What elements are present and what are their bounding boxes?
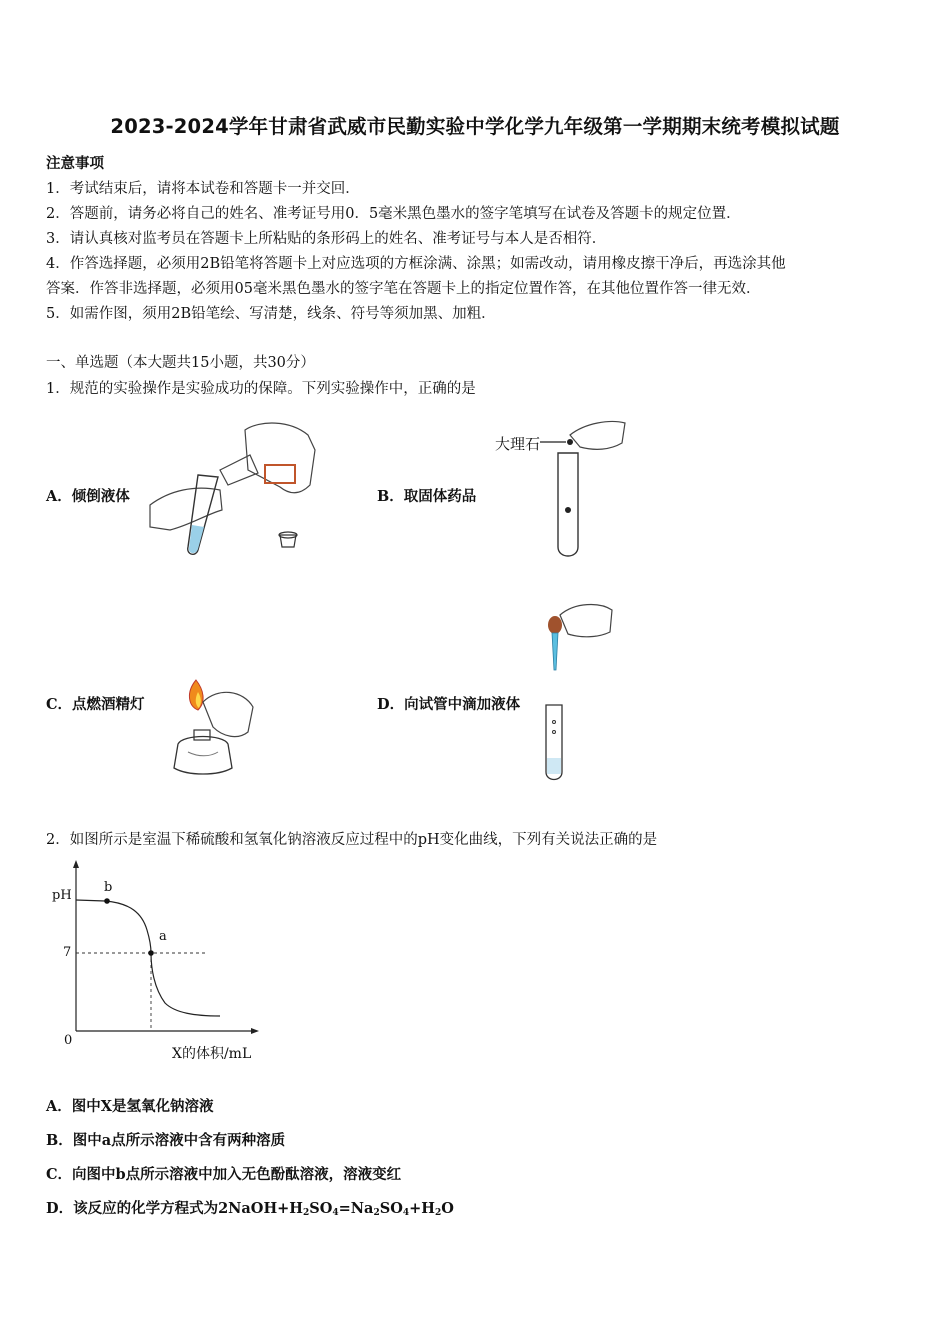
ph-curve — [76, 900, 220, 1016]
point-b — [104, 898, 110, 904]
graph-tick-7: 7 — [63, 945, 72, 960]
notice-item-5: 5．如需作图，须用2B铅笔绘、写清楚，线条、符号等须加黑、加粗． — [46, 306, 496, 322]
q1-option-c: C．点燃酒精灯 — [46, 696, 145, 713]
q1-option-a: A．倾倒液体 — [46, 488, 130, 505]
notice-item-1: 1．考试结束后，请将本试卷和答题卡一并交回． — [46, 181, 360, 197]
q1-option-b: B．取固体药品 — [377, 488, 477, 505]
notice-heading: 注意事项 — [46, 155, 104, 172]
graph-x-label: X的体积/mL — [172, 1046, 252, 1062]
dropper-illustration — [540, 600, 615, 785]
notice-item-4: 4．作答选择题，必须用2B铅笔将答题卡上对应选项的方框涂满、涂黑；如需改动，请用橡皮擦干净后，再选涂其他 — [46, 256, 786, 272]
graph-y-label: pH — [52, 888, 72, 903]
q2-option-a: A．图中X是氢氧化钠溶液 — [46, 1098, 214, 1115]
q1-stem: 1．规范的实验操作是实验成功的保障。下列实验操作中，正确的是 — [46, 381, 476, 397]
notice-item-3: 3．请认真核对监考员在答题卡上所粘贴的条形码上的姓名、准考证号与本人是否相符． — [46, 231, 607, 247]
pouring-liquid-illustration — [150, 415, 330, 560]
page-title: 2023-2024学年甘肃省武威市民勤实验中学化学九年级第一学期期末统考模拟试题 — [110, 115, 840, 138]
alcohol-lamp-illustration — [158, 672, 258, 780]
q2-option-d: D．该反应的化学方程式为$2NaOH+H_2SO_4=Na_2SO_4+H_2O$ — [46, 1200, 454, 1218]
graph-point-b-label: b — [104, 880, 113, 895]
notice-item-2: 2．答题前，请务必将自己的姓名、准考证号用0．5毫米黑色墨水的签字笔填写在试卷及答题卡的规定位置． — [46, 206, 741, 222]
section-heading: 一、单选题（本大题共15小题，共30分） — [46, 355, 315, 371]
ph-curve-graph — [50, 858, 280, 1063]
graph-origin: 0 — [64, 1033, 73, 1048]
marble-label: 大理石 — [495, 435, 541, 453]
q2-option-c: C．向图中b点所示溶液中加入无色酚酞溶液，溶液变红 — [46, 1166, 402, 1183]
q2-option-b: B．图中a点所示溶液中含有两种溶质 — [46, 1132, 286, 1149]
graph-point-a-label: a — [159, 929, 167, 944]
q1-option-d: D．向试管中滴加液体 — [377, 696, 521, 713]
point-a — [148, 950, 154, 956]
notice-item-4-cont: 答案．作答非选择题，必须用05毫米黑色墨水的签字笔在答题卡上的指定位置作答，在其他位置作答一律无效． — [46, 281, 761, 297]
q2-stem: 2．如图所示是室温下稀硫酸和氢氧化钠溶液反应过程中的pH变化曲线，下列有关说法正确的是 — [46, 832, 658, 848]
solid-reagent-illustration — [540, 415, 630, 560]
